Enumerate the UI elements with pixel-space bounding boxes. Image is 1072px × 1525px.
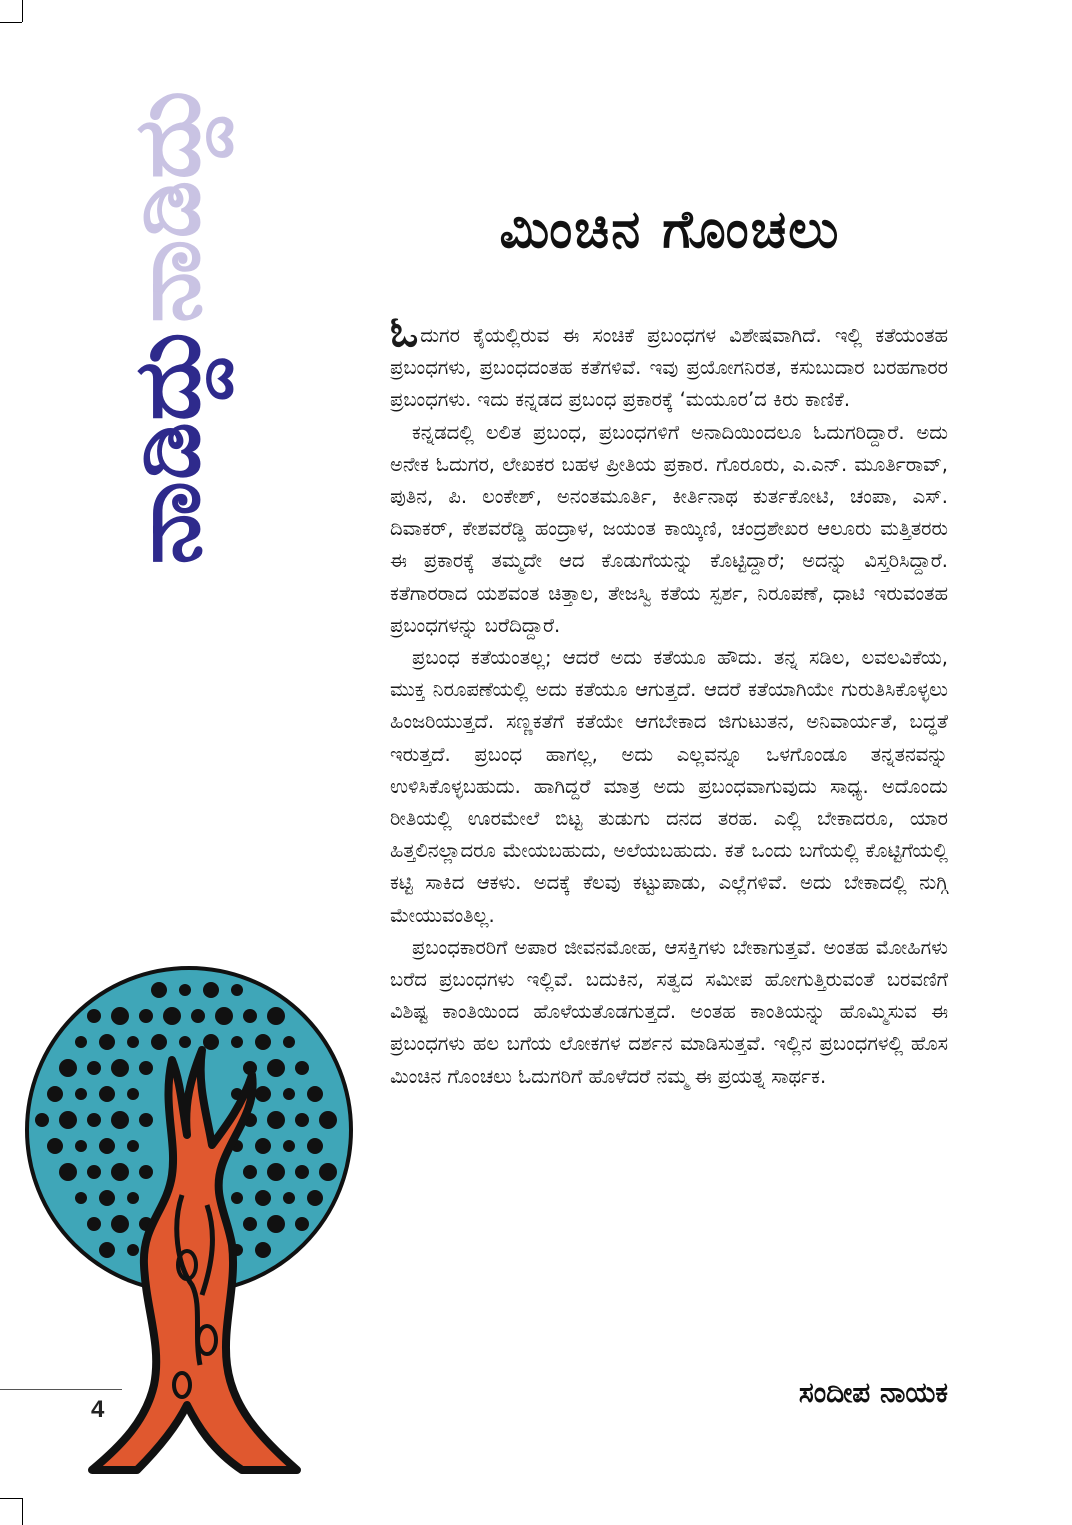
tree-illustration bbox=[22, 965, 357, 1485]
canopy-dot bbox=[179, 984, 191, 996]
canopy-dot bbox=[99, 1190, 115, 1206]
canopy-dot bbox=[99, 1086, 115, 1102]
drop-cap: ಓ bbox=[390, 307, 419, 356]
article-paragraph bbox=[390, 307, 948, 417]
canopy-dot bbox=[99, 1034, 115, 1050]
canopy-dot bbox=[47, 1138, 63, 1154]
canopy-dot bbox=[243, 1009, 257, 1023]
crop-mark-bottom-left-v bbox=[22, 1498, 23, 1525]
canopy-dot bbox=[243, 1165, 257, 1179]
canopy-dot bbox=[255, 1034, 271, 1050]
canopy-dot bbox=[111, 1007, 129, 1025]
canopy-dot bbox=[267, 1007, 285, 1025]
canopy-dot bbox=[151, 1034, 167, 1050]
canopy-dot bbox=[47, 1086, 63, 1102]
canopy-dot bbox=[163, 1007, 181, 1025]
canopy-dot bbox=[179, 1036, 191, 1048]
canopy-dot bbox=[267, 1111, 285, 1129]
canopy-dot bbox=[75, 1088, 87, 1100]
canopy-dot bbox=[215, 1007, 233, 1025]
canopy-dot bbox=[127, 1036, 139, 1048]
canopy-dot bbox=[87, 1061, 101, 1075]
canopy-dot bbox=[255, 1086, 271, 1102]
canopy-dot bbox=[307, 1086, 323, 1102]
section-title-dark: ನಾಡಿದ್ದು bbox=[114, 322, 221, 565]
canopy-dot bbox=[59, 1163, 77, 1181]
section-title-light: ನಾಡಿದ್ದು bbox=[114, 80, 221, 323]
crop-mark-top-left-v bbox=[22, 0, 23, 22]
crop-mark-top-left bbox=[0, 22, 22, 23]
author-signature: ಸಂದೀಪ ನಾಯಕ bbox=[798, 1376, 948, 1409]
canopy-dot bbox=[191, 1009, 205, 1023]
canopy-dot bbox=[87, 1217, 101, 1231]
canopy-dot bbox=[111, 1215, 129, 1233]
canopy-dot bbox=[295, 1113, 309, 1127]
canopy-dot bbox=[87, 1009, 101, 1023]
canopy-dot bbox=[127, 1192, 139, 1204]
canopy-dot bbox=[99, 1242, 115, 1258]
canopy-dot bbox=[283, 1036, 295, 1048]
canopy-dot bbox=[307, 1190, 323, 1206]
canopy-dot bbox=[87, 1165, 101, 1179]
canopy-dot bbox=[111, 1059, 129, 1077]
canopy-dot bbox=[295, 1217, 309, 1231]
canopy-dot bbox=[267, 1163, 285, 1181]
canopy-dot bbox=[127, 1140, 139, 1152]
canopy-dot bbox=[231, 984, 243, 996]
paragraph-text: ದುಗರ ಕೈಯಲ್ಲಿರುವ ಈ ಸಂಚಿಕೆ ಪ್ರಬಂಧಗಳ ವಿಶೇಷವಾಗಿದೆ. ಇಲ್ಲಿ ಕತೆಯಂತಹ ಪ್ರಬಂಧಗಳು, ಪ್ರಬಂಧದಂತಹ ಕತೆಗಳಿವೆ. ಇವು ಪ್ರಯೋಗನಿರತ, ಕಸುಬುದಾರ ಬರಹಗಾರರ ಪ್ರಬಂಧಗಳು. ಇದು ಕನ್ನಡದ ಪ್ರಬಂಧ ಪ್ರಕಾರಕ್ಕೆ ‘ಮಯೂರ’ದ ಕಿರು ಕಾಣಿಕೆ. bbox=[390, 324, 948, 412]
canopy-dot bbox=[319, 1163, 337, 1181]
canopy-dot bbox=[151, 982, 167, 998]
canopy-dot bbox=[139, 1113, 153, 1127]
page-number: 4 bbox=[91, 1396, 105, 1423]
canopy-dot bbox=[307, 1138, 323, 1154]
canopy-dot bbox=[59, 1059, 77, 1077]
article-paragraph: ಕನ್ನಡದಲ್ಲಿ ಲಲಿತ ಪ್ರಬಂಧ, ಪ್ರಬಂಧಗಳಿಗೆ ಅನಾದಿಯಿಂದಲೂ ಓದುಗರಿದ್ದಾರೆ. ಅದು ಅನೇಕ ಓದುಗರ, ಲೇಖಕರ ಬಹಳ ಪ್ರೀತಿಯ ಪ್ರಕಾರ. ಗೊರೂರು, ಎ.ಎನ್. ಮೂರ್ತಿರಾವ್, ಪುತಿನ, ಪಿ. ಲಂಕೇಶ್, ಅನಂತಮೂರ್ತಿ, ಕೀರ್ತಿನಾಥ ಕುರ್ತಕೋಟಿ, ಚಂಪಾ, ಎಸ್. ದಿವಾಕರ್, ಕೇಶವರೆಡ್ಡಿ ಹಂದ್ರಾಳ, ಜಯಂತ ಕಾಯ್ಕಿಣಿ, ಚಂದ್ರಶೇಖರ ಆಲೂರು ಮತ್ತಿತರರು ಈ ಪ್ರಕಾರಕ್ಕೆ ತಮ್ಮದೇ ಆದ ಕೊಡುಗೆಯನ್ನು ಕೊಟ್ಟಿದ್ದಾರೆ; ಅದನ್ನು ವಿಸ್ತರಿಸಿದ್ದಾರೆ. ಕತೆಗಾರರಾದ ಯಶವಂತ ಚಿತ್ತಾಲ, ತೇಜಸ್ವಿ ಕತೆಯ ಸ್ಪರ್ಶ, ನಿರೂಪಣೆ, ಧಾಟಿ ಇರುವಂತಹ ಪ್ರಬಂಧಗಳನ್ನು ಬರೆದಿದ್ದಾರೆ. bbox=[390, 420, 948, 637]
canopy-dot bbox=[243, 1217, 257, 1231]
canopy-dot bbox=[283, 1088, 295, 1100]
canopy-dot bbox=[283, 1192, 295, 1204]
canopy-dot bbox=[111, 1111, 129, 1129]
canopy-dot bbox=[255, 1242, 271, 1258]
section-title bbox=[114, 40, 221, 605]
canopy-dot bbox=[255, 1138, 271, 1154]
canopy-dot bbox=[127, 1088, 139, 1100]
canopy-dot bbox=[283, 1140, 295, 1152]
canopy-dot bbox=[255, 1190, 271, 1206]
article-paragraph: ಪ್ರಬಂಧಕಾರರಿಗೆ ಅಪಾರ ಜೀವನಮೋಹ, ಆಸಕ್ತಿಗಳು ಬೇಕಾಗುತ್ತವೆ. ಅಂತಹ ಮೋಹಿಗಳು ಬರೆದ ಪ್ರಬಂಧಗಳು ಇಲ್ಲಿವೆ. ಬದುಕಿನ, ಸತ್ವದ ಸಮೀಪ ಹೋಗುತ್ತಿರುವಂತೆ ಬರವಣಿಗೆ ವಿಶಿಷ್ಟ ಕಾಂತಿಯಿಂದ ಹೊಳೆಯತೊಡಗುತ್ತದೆ. ಅಂತಹ ಕಾಂತಿಯನ್ನು ಹೊಮ್ಮಿಸುವ ಈ ಪ್ರಬಂಧಗಳು ಹಲ ಬಗೆಯ ಲೋಕಗಳ ದರ್ಶನ ಮಾಡಿಸುತ್ತವೆ. ಇಲ್ಲಿನ ಪ್ರಬಂಧಗಳಲ್ಲಿ ಹೊಸ ಮಿಂಚಿನ ಗೊಂಚಲು ಓದುಗರಿಗೆ ಹೊಳೆದರೆ ನಮ್ಮ ಈ ಪ್ರಯತ್ನ ಸಾರ್ಥಕ. bbox=[390, 935, 948, 1088]
canopy-dot bbox=[231, 1192, 243, 1204]
article-title: ಮಿಂಚಿನ ಗೊಂಚಲು bbox=[499, 200, 841, 260]
canopy-dot bbox=[295, 1165, 309, 1179]
canopy-dot bbox=[231, 1036, 243, 1048]
canopy-dot bbox=[295, 1061, 309, 1075]
canopy-dot bbox=[75, 1036, 87, 1048]
canopy-dot bbox=[139, 1165, 153, 1179]
canopy-dot bbox=[35, 1113, 49, 1127]
canopy-dot bbox=[75, 1192, 87, 1204]
article-body bbox=[390, 307, 948, 1093]
canopy-dot bbox=[87, 1113, 101, 1127]
canopy-dot bbox=[127, 1244, 139, 1256]
canopy-dot bbox=[139, 1061, 153, 1075]
canopy-dot bbox=[203, 1034, 219, 1050]
canopy-dot bbox=[75, 1140, 87, 1152]
canopy-dot bbox=[59, 1111, 77, 1129]
canopy-dot bbox=[111, 1163, 129, 1181]
canopy-dot bbox=[203, 982, 219, 998]
canopy-dot bbox=[267, 1215, 285, 1233]
canopy-dot bbox=[319, 1111, 337, 1129]
crop-mark-bottom-left bbox=[0, 1498, 22, 1499]
canopy-dot bbox=[99, 1138, 115, 1154]
canopy-dot bbox=[267, 1059, 285, 1077]
article-paragraph: ಪ್ರಬಂಧ ಕತೆಯಂತಲ್ಲ; ಆದರೆ ಅದು ಕತೆಯೂ ಹೌದು. ತನ್ನ ಸಡಿಲ, ಲವಲವಿಕೆಯ, ಮುಕ್ತ ನಿರೂಪಣೆಯಲ್ಲಿ ಅದು ಕತೆಯೂ ಆಗುತ್ತದೆ. ಆದರೆ ಕತೆಯಾಗಿಯೇ ಗುರುತಿಸಿಕೊಳ್ಳಲು ಹಿಂಜರಿಯುತ್ತದೆ. ಸಣ್ಣಕತೆಗೆ ಕತೆಯೇ ಆಗಬೇಕಾದ ಜಿಗುಟುತನ, ಅನಿವಾರ್ಯತೆ, ಬದ್ಧತೆ ಇರುತ್ತದೆ. ಪ್ರಬಂಧ ಹಾಗಲ್ಲ, ಅದು ಎಲ್ಲವನ್ನೂ ಒಳಗೊಂಡೂ ತನ್ನತನವನ್ನು ಉಳಿಸಿಕೊಳ್ಳಬಹುದು. ಹಾಗಿದ್ದರೆ ಮಾತ್ರ ಅದು ಪ್ರಬಂಧವಾಗುವುದು ಸಾಧ್ಯ. ಅದೊಂದು ರೀತಿಯಲ್ಲಿ ಊರಮೇಲೆ ಬಿಟ್ಟ ತುಡುಗು ದನದ ತರಹ. ಎಲ್ಲಿ ಬೇಕಾದರೂ, ಯಾರ ಹಿತ್ತಲಿನಲ್ಲಾದರೂ ಮೇಯಬಹುದು, ಅಲೆಯಬಹುದು. ಕತೆ ಒಂದು ಬಗೆಯಲ್ಲಿ ಕೊಟ್ಟಿಗೆಯಲ್ಲಿ ಕಟ್ಟಿ ಸಾಕಿದ ಆಕಳು. ಅದಕ್ಕೆ ಕೆಲವು ಕಟ್ಟುಪಾಡು, ಎಲ್ಲೆಗಳಿವೆ. ಅದು ಬೇಕಾದಲ್ಲಿ ನುಗ್ಗಿ ಮೇಯುವಂತಿಲ್ಲ. bbox=[390, 646, 948, 927]
canopy-dot bbox=[139, 1009, 153, 1023]
